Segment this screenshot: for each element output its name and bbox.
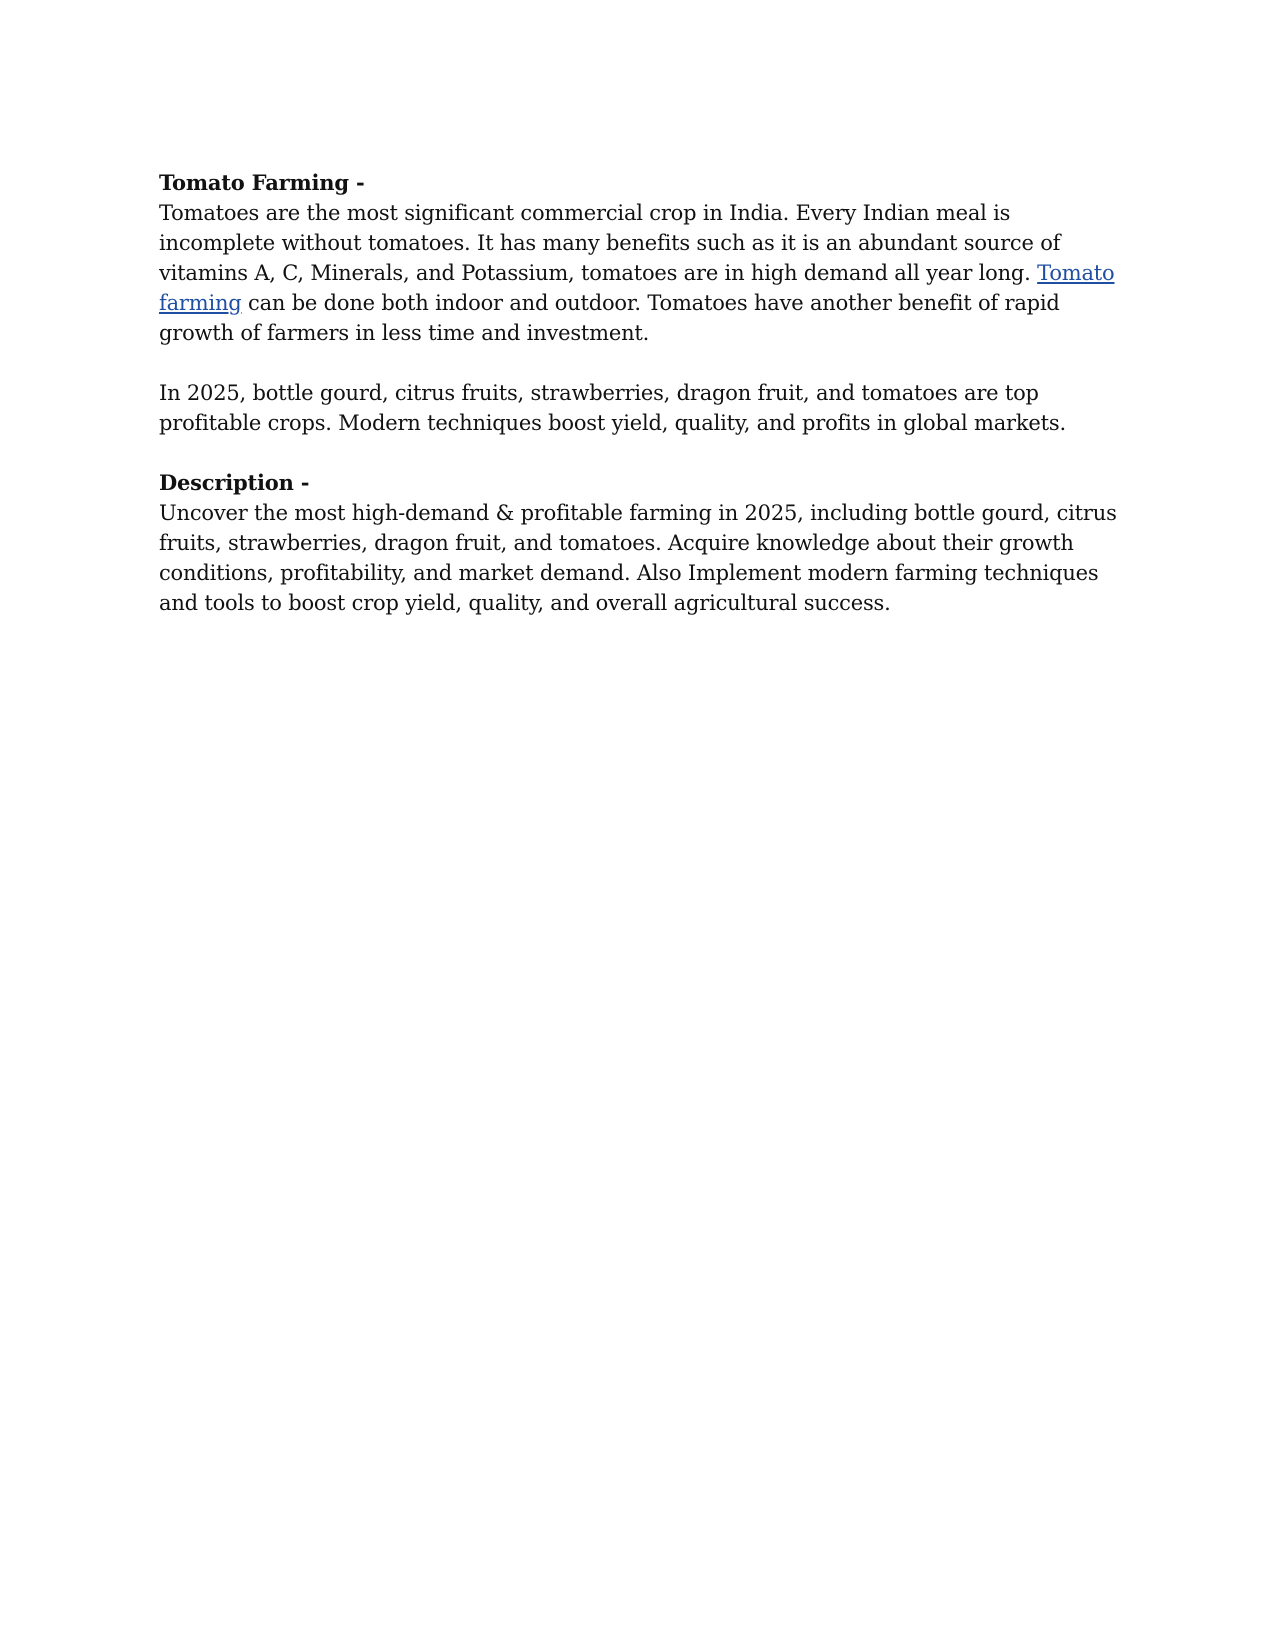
paragraph-spacer — [159, 348, 1119, 378]
tomato-farming-heading: Tomato Farming - — [159, 170, 365, 195]
paragraph-spacer — [159, 438, 1119, 468]
document-body — [159, 168, 1119, 618]
description-heading: Description - — [159, 470, 310, 495]
description-paragraph: Uncover the most high-demand & profitable farming in 2025, including bottle gourd, citrus fruits, strawberries, dragon fruit, and tomatoes. Acquire knowledge about their growth conditions, profitability, and market demand. Also Implement modern farming techniques and tools to boost crop yield, quality, and overall agricultural success. — [159, 501, 1117, 615]
tomato-farming-link[interactable]: Tomato farming — [159, 261, 1115, 315]
paragraph-text-start: Tomatoes are the most significant commercial crop in India. Every Indian meal is incomplete without tomatoes. It has many benefits such as it is an abundant source of vitamins A, C, Minerals, and Potassium, tomatoes are in high demand all year long. — [159, 201, 1061, 285]
paragraph-text-end: can be done both indoor and outdoor. Tomatoes have another benefit of rapid growth of farmers in less time and investment. — [159, 291, 1060, 345]
tomato-farming-paragraph — [159, 198, 1119, 348]
profitable-crops-paragraph: In 2025, bottle gourd, citrus fruits, strawberries, dragon fruit, and tomatoes are top profitable crops. Modern techniques boost yield, quality, and profits in global markets. — [159, 381, 1066, 435]
